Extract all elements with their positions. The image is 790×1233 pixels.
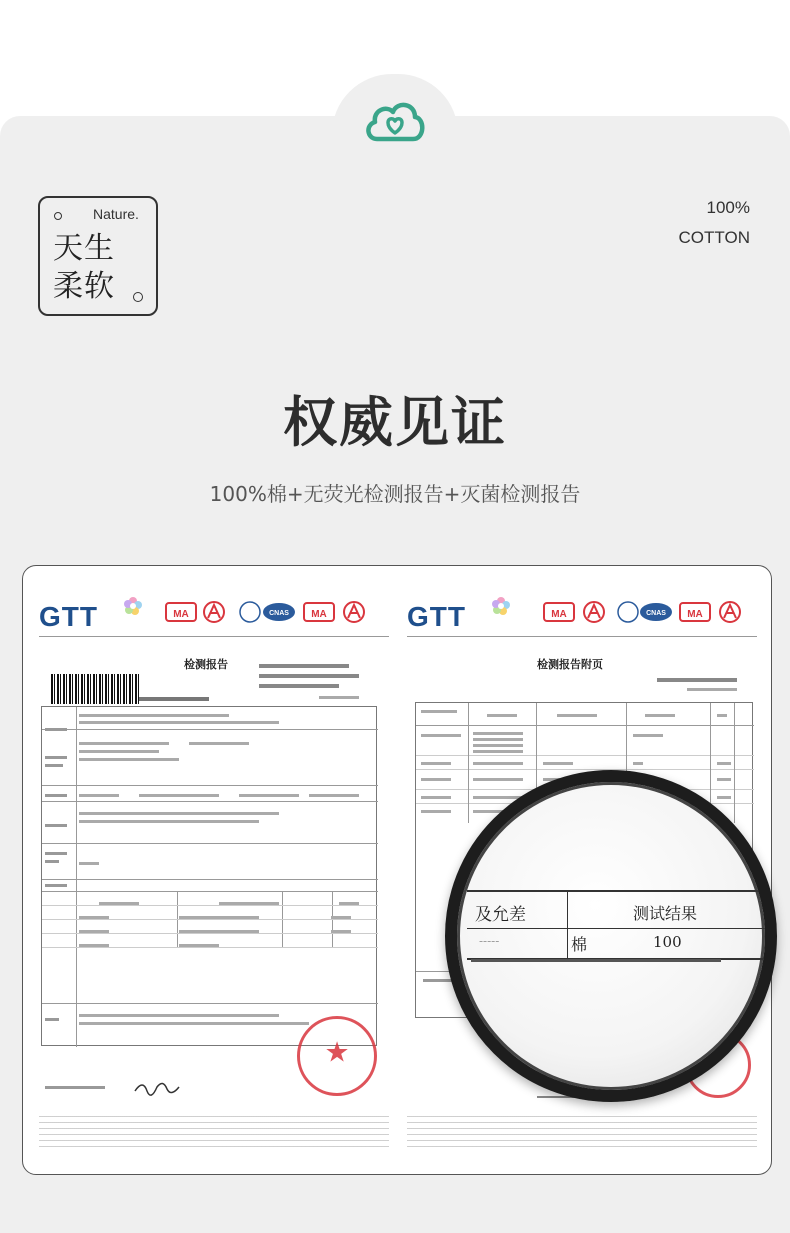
small-circle-icon: [133, 292, 143, 302]
certification-badges: [532, 600, 757, 626]
badge-ma-text: MA: [173, 609, 189, 620]
row-label-lines: [41, 726, 73, 1026]
cloud-heart-logo-icon: [363, 95, 427, 147]
fiber-cotton: 棉: [571, 935, 588, 954]
report-text-lines: [79, 712, 375, 1032]
signature-area: [45, 1076, 265, 1106]
badge-ma-text: MA: [311, 609, 327, 620]
header-rule: [39, 636, 389, 637]
report-number-lines: [259, 662, 369, 706]
small-circle-icon: [54, 212, 62, 220]
gtt-logo: GTT: [407, 601, 466, 632]
cotton-result-value: 100: [653, 933, 682, 951]
cotton-word: COTTON: [678, 228, 750, 247]
header-rule: [407, 636, 757, 637]
tiansheng-rouruan-label: 天生柔软: [53, 231, 115, 304]
certification-badges: [164, 600, 389, 626]
report-title: 检测报告: [184, 658, 228, 671]
tolerance-header: 及允差: [475, 905, 526, 925]
badge-ma-text: MA: [687, 609, 703, 620]
report-number-lines: [647, 676, 747, 702]
nature-label: Nature.: [93, 206, 139, 222]
badge-ma-text: MA: [551, 609, 567, 620]
red-seal-stamp: [297, 1016, 377, 1096]
cotton-tag: [679, 193, 750, 253]
magnified-bottom-rule: [471, 958, 731, 964]
report-footer-lines: [407, 1116, 757, 1152]
report-footer-lines: [39, 1116, 389, 1152]
dash-placeholder: -----: [479, 934, 500, 948]
badge-cnas-text: CNAS: [646, 610, 666, 617]
report-header: [407, 596, 759, 636]
magnifying-glass: [445, 770, 777, 1102]
badge-cnas-text: CNAS: [269, 610, 289, 617]
star-icon: ★: [324, 1035, 350, 1069]
gtt-logo: GTT: [39, 601, 98, 632]
report-header: [39, 596, 391, 636]
cotton-percent: 100%: [706, 198, 750, 217]
section-subtitle: 100%棉+无荧光检测报告+灭菌检测报告: [209, 482, 581, 506]
magnified-row-line: [467, 928, 777, 929]
section-title: 权威见证: [283, 391, 507, 454]
barcode: [51, 674, 141, 704]
flower-logo-icon: [491, 596, 511, 616]
report-number-line: [139, 694, 219, 704]
flower-logo-icon: [123, 596, 143, 616]
test-report-document: [39, 596, 391, 1136]
nature-soft-brand-box: [38, 196, 158, 316]
magnified-column-line: [567, 890, 568, 960]
report-appendix-title: 检测报告附页: [537, 658, 603, 671]
test-result-header: 测试结果: [633, 904, 698, 923]
